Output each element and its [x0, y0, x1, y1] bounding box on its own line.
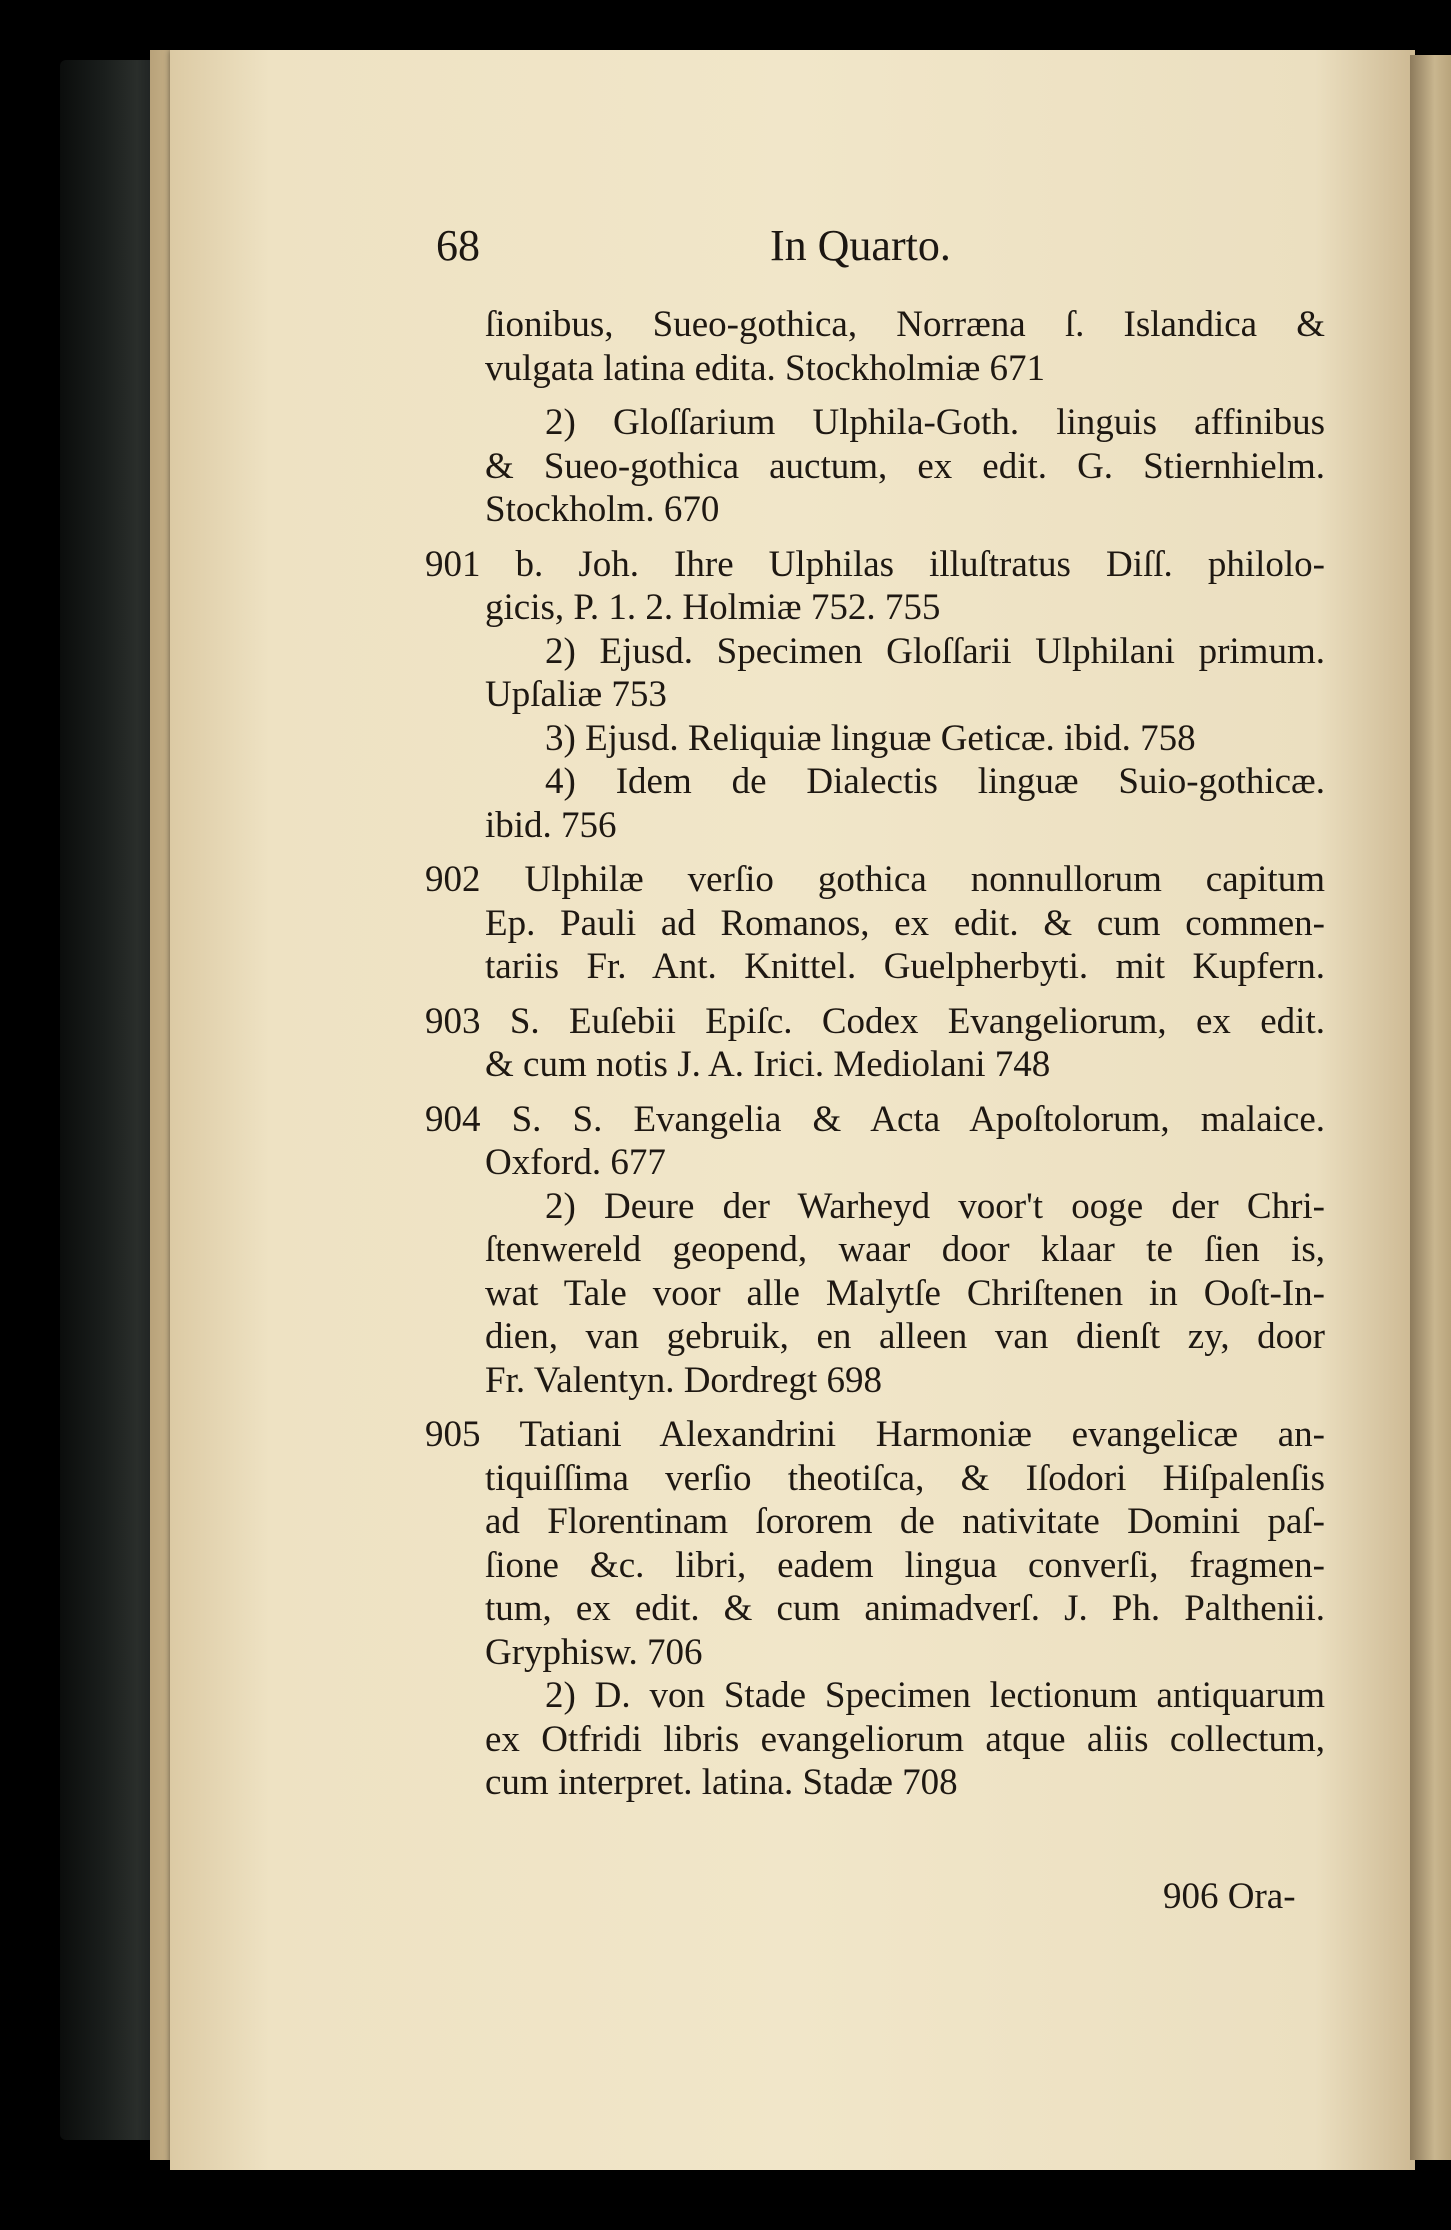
text-line: ad Florentinam ſororem de nativitate Domini paſ- — [485, 1501, 1325, 1542]
text-line: Oxford. 677 — [485, 1142, 666, 1183]
text-line: 2) Ejusd. Specimen Gloſſarii Ulphilani primum. — [545, 630, 1325, 672]
text-line: ex Otfridi libris evangeliorum atque aliis collectum, — [485, 1718, 1325, 1760]
next-page-edge — [1410, 55, 1451, 2160]
text-line: gicis, P. 1. 2. Holmiæ 752. 755 — [485, 587, 941, 628]
running-title: In Quarto. — [770, 221, 951, 270]
text-line: tiquiſſima verſio theotiſca, & Iſodori Hiſpalenſis — [485, 1457, 1325, 1499]
text-line: ſionibus, Sueo-gothica, Norræna ſ. Islandica & — [485, 304, 1325, 345]
text-line: Fr. Valentyn. Dordregt 698 — [485, 1359, 883, 1401]
text-line: Stockholm. 670 — [485, 489, 720, 530]
page-header — [0, 220, 1451, 280]
body-text — [425, 303, 1325, 1805]
text-line: tariis Fr. Ant. Knittel. Guelpherbyti. mit Kupfern. — [485, 946, 1325, 987]
catchword: 906 Ora- — [1163, 1876, 1296, 1917]
text-line: 2) Gloſſarium Ulphila-Goth. linguis affinibus — [545, 402, 1325, 443]
text-line: Gryphisw. 706 — [485, 1631, 703, 1673]
text-line: ſione &c. libri, eadem lingua converſi, fragmen- — [485, 1544, 1325, 1586]
text-line: Upſaliæ 753 — [485, 674, 667, 715]
text-line: vulgata latina edita. Stockholmiæ 671 — [485, 347, 1046, 389]
text-line: Ep. Pauli ad Romanos, ex edit. & cum commen- — [485, 902, 1325, 944]
text-line: 902 Ulphilæ verſio gothica nonnullorum capitum — [425, 859, 1325, 900]
text-line: dien, van gebruik, en alleen van dienſt zy, door — [485, 1316, 1325, 1357]
text-line: ſtenwereld geopend, waar door klaar te ſien is, — [485, 1229, 1325, 1270]
text-line: tum, ex edit. & cum animadverſ. J. Ph. Palthenii. — [485, 1588, 1325, 1629]
page-number: 68 — [436, 221, 480, 270]
text-line: & cum notis J. A. Irici. Mediolani 748 — [485, 1044, 1051, 1085]
text-line: 905 Tatiani Alexandrini Harmoniæ evangelicæ an- — [425, 1414, 1325, 1455]
text-line: 2) D. von Stade Specimen lectionum antiquarum — [545, 1675, 1325, 1716]
text-line: 904 S. S. Evangelia & Acta Apoſtolorum, malaice. — [425, 1098, 1325, 1140]
text-line: 2) Deure der Warheyd voor't ooge der Chri- — [545, 1185, 1325, 1227]
text-line: 3) Ejusd. Reliquiæ linguæ Geticæ. ibid. 758 — [545, 717, 1196, 759]
text-line: 903 S. Euſebii Epiſc. Codex Evangeliorum, ex edit. — [425, 1000, 1325, 1042]
text-line: wat Tale voor alle Malytſe Chriſtenen in Ooſt-In- — [485, 1272, 1325, 1314]
text-line: ibid. 756 — [485, 804, 617, 846]
text-line: cum interpret. latina. Stadæ 708 — [485, 1762, 958, 1803]
text-line: 4) Idem de Dialectis linguæ Suio-gothicæ. — [545, 761, 1325, 802]
text-line: & Sueo-gothica auctum, ex edit. G. Stiernhielm. — [485, 445, 1325, 487]
text-line: 901 b. Joh. Ihre Ulphilas illuſtratus Diſſ. philolo- — [425, 543, 1325, 585]
